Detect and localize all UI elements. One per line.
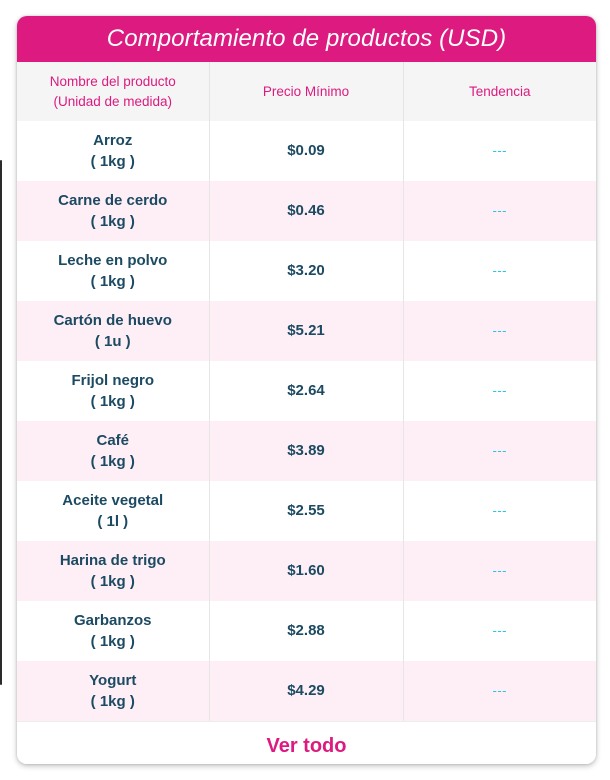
product-cell (17, 601, 209, 661)
min-price: $0.09 (287, 142, 325, 159)
trend-cell (403, 601, 596, 661)
min-price: $2.88 (287, 622, 325, 639)
product-unit: ( 1kg ) (90, 693, 135, 710)
table-row (17, 481, 596, 541)
product-unit: ( 1kg ) (90, 393, 135, 410)
trend-value: --- (492, 323, 507, 338)
trend-value: --- (492, 263, 507, 278)
price-cell (209, 421, 403, 481)
product-cell (17, 301, 209, 361)
column-header-product-unit: (Unidad de medida) (53, 93, 173, 109)
table-row (17, 121, 596, 181)
price-cell (209, 241, 403, 301)
table-row (17, 601, 596, 661)
product-cell (17, 181, 209, 241)
table-row (17, 421, 596, 481)
trend-cell (403, 361, 596, 421)
product-cell (17, 481, 209, 541)
trend-value: --- (492, 443, 507, 458)
trend-cell (403, 481, 596, 541)
min-price: $1.60 (287, 562, 325, 579)
table-row (17, 301, 596, 361)
price-cell (209, 661, 403, 721)
table-row (17, 661, 596, 721)
product-cell (17, 421, 209, 481)
trend-cell (403, 181, 596, 241)
min-price: $2.64 (287, 382, 325, 399)
trend-value: --- (492, 683, 507, 698)
product-name: Harina de trigo (59, 552, 166, 569)
product-unit: ( 1kg ) (90, 153, 135, 170)
product-unit: ( 1kg ) (90, 573, 135, 590)
price-cell (209, 301, 403, 361)
price-cell (209, 361, 403, 421)
trend-cell (403, 661, 596, 721)
trend-value: --- (492, 383, 507, 398)
products-table (17, 62, 596, 721)
card-header (17, 16, 596, 62)
product-name: Aceite vegetal (62, 492, 164, 509)
product-cell (17, 121, 209, 181)
see-all-link[interactable]: Ver todo (266, 735, 347, 757)
trend-value: --- (492, 203, 507, 218)
trend-cell (403, 301, 596, 361)
trend-cell (403, 421, 596, 481)
card-title: Comportamiento de productos (USD) (106, 25, 507, 52)
product-unit: ( 1u ) (94, 333, 131, 350)
price-cell (209, 181, 403, 241)
table-row (17, 541, 596, 601)
price-cell (209, 601, 403, 661)
table-row (17, 241, 596, 301)
product-cell (17, 361, 209, 421)
min-price: $3.20 (287, 262, 325, 279)
column-header-min-price: Precio Mínimo (209, 62, 403, 121)
trend-value: --- (492, 143, 507, 158)
column-header-product-name: Nombre del producto (49, 73, 176, 89)
product-name: Leche en polvo (58, 252, 168, 269)
min-price: $4.29 (287, 682, 325, 699)
table-row (17, 181, 596, 241)
table-header (17, 62, 596, 121)
product-name: Cartón de huevo (53, 312, 172, 329)
price-cell (209, 121, 403, 181)
price-cell (209, 541, 403, 601)
product-name: Yogurt (89, 672, 137, 689)
product-cell (17, 541, 209, 601)
min-price: $2.55 (287, 502, 325, 519)
table-row (17, 361, 596, 421)
min-price: $0.46 (287, 202, 325, 219)
product-unit: ( 1kg ) (90, 453, 135, 470)
product-name: Garbanzos (73, 612, 152, 629)
price-cell (209, 481, 403, 541)
trend-cell (403, 241, 596, 301)
product-name: Carne de cerdo (58, 192, 168, 209)
trend-cell (403, 541, 596, 601)
product-cell (17, 661, 209, 721)
product-unit: ( 1kg ) (90, 273, 135, 290)
min-price: $3.89 (287, 442, 325, 459)
card-footer (17, 721, 596, 764)
product-unit: ( 1kg ) (90, 633, 135, 650)
min-price: $5.21 (287, 322, 325, 339)
column-header-trend: Tendencia (403, 62, 596, 121)
trend-value: --- (492, 503, 507, 518)
page-edge-divider (0, 160, 2, 685)
column-header-product (17, 62, 209, 121)
header-row (17, 62, 596, 121)
product-unit: ( 1l ) (97, 513, 129, 530)
product-unit: ( 1kg ) (90, 213, 135, 230)
products-card (17, 16, 596, 764)
table-body (17, 121, 596, 721)
trend-cell (403, 121, 596, 181)
product-name: Arroz (93, 132, 133, 149)
product-cell (17, 241, 209, 301)
product-name: Frijol negro (71, 372, 154, 389)
trend-value: --- (492, 563, 507, 578)
product-name: Café (96, 432, 129, 449)
trend-value: --- (492, 623, 507, 638)
